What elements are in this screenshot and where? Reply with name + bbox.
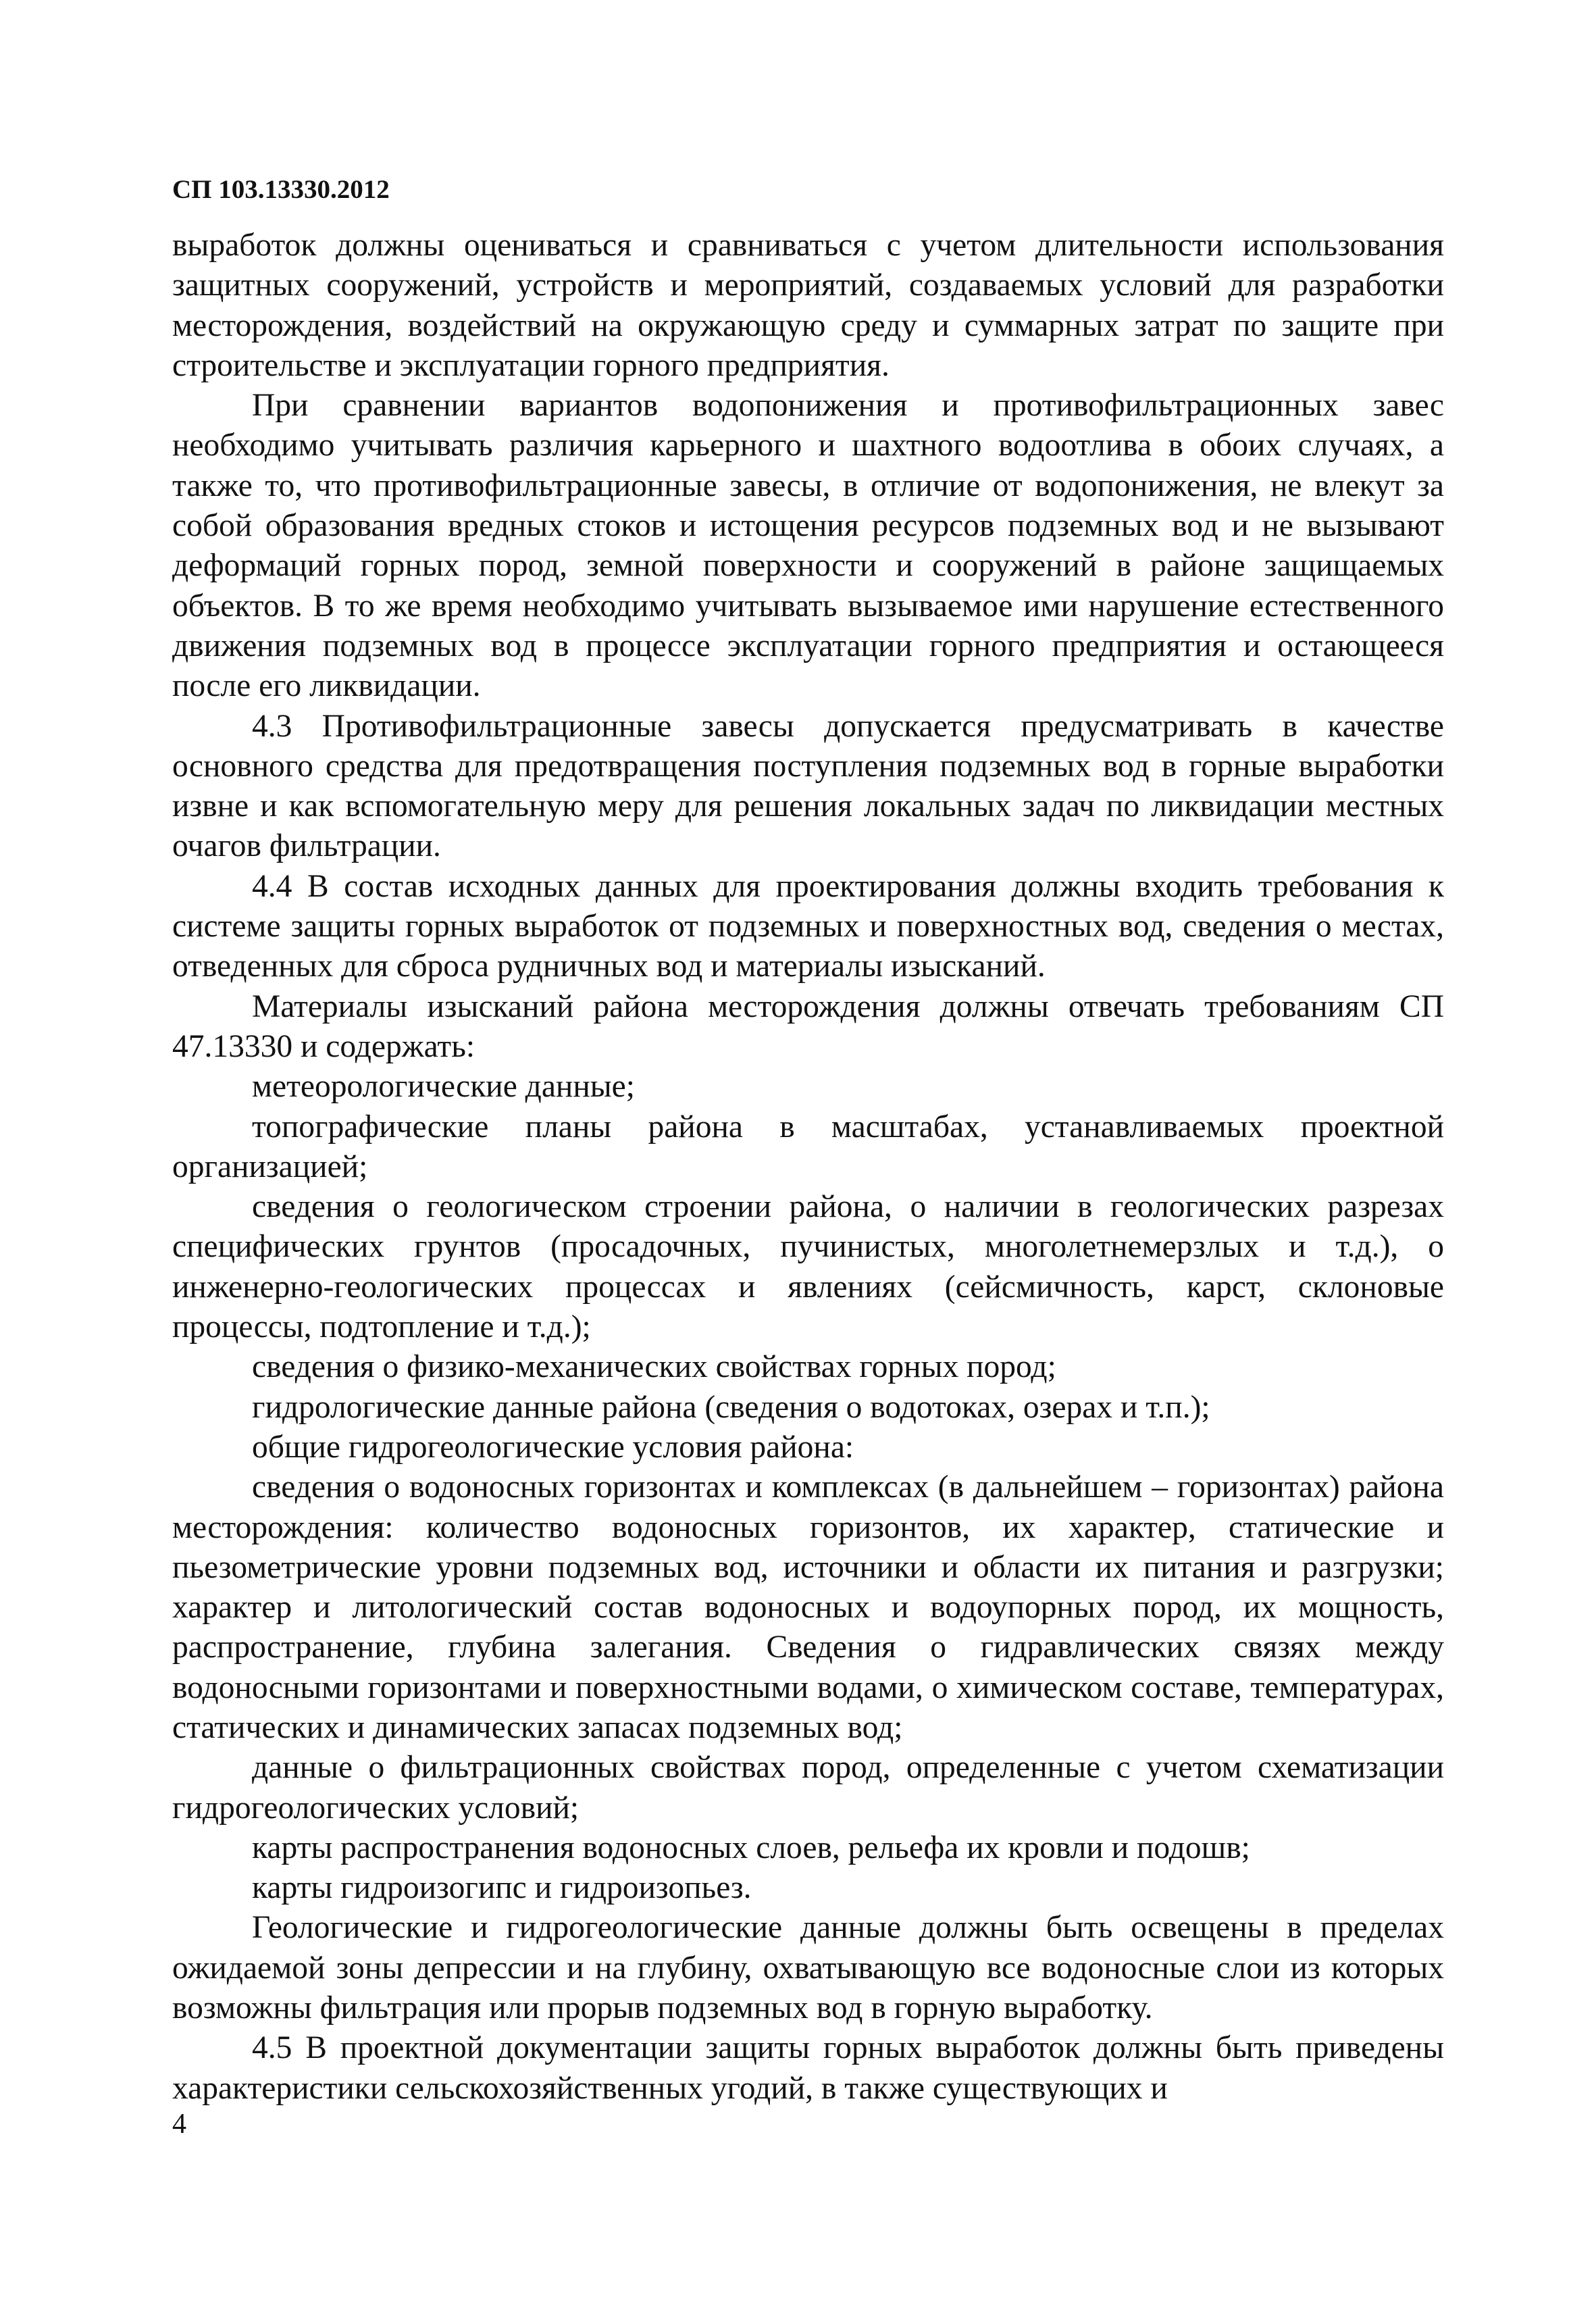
page-number: 4: [172, 2109, 186, 2140]
paragraph-survey-materials: Материалы изысканий района месторождения должны отвечать требованиям СП 47.13330 и содержать:: [172, 988, 1444, 1064]
paragraph-geological-coverage: Геологические и гидрогеологические данные должны быть освещены в пределах ожидаемой зоны депрессии и на глубину, охватывающую все водоносные слои из которых возможны фильтрация или прорыв подземных вод в горную выработку.: [172, 1910, 1444, 2026]
list-item-aquifers: сведения о водоносных горизонтах и комплексах (в дальнейшем – горизонтах) района месторождения: количество водоносных горизонтов, их характер, статические и пьезометрические уровни подземных вод, источники и области их питания и разгрузки; характер и литологический состав водоносных и водоупорных пород, их мощность, распространение, глубина залегания. Сведения о гидравлических связях между водоносными горизонтами и поверхностными водами, о химическом составе, температурах, статических и динамических запасах подземных вод;: [172, 1469, 1444, 1745]
body-text: [172, 226, 1444, 2109]
list-item-hydrological: гидрологические данные района (сведения о водотоках, озерах и т.п.);: [252, 1389, 1210, 1425]
paragraph-4-4: 4.4 В состав исходных данных для проектирования должны входить требования к системе защиты горных выработок от подземных и поверхностных вод, сведения о местах, отведенных для сброса рудничных вод и материалы изысканий.: [172, 868, 1444, 984]
list-item-hydrogeological-general: общие гидрогеологические условия района:: [252, 1429, 854, 1465]
paragraph-4-5: 4.5 В проектной документации защиты горных выработок должны быть приведены характеристики сельскохозяйственных угодий, в также существующих и: [172, 2030, 1444, 2106]
paragraph-1: выработок должны оцениваться и сравниваться с учетом длительности использования защитных сооружений, устройств и мероприятий, создаваемых условий для разработки месторождения, воздействий на окружающую среду и суммарных затрат по защите при строительстве и эксплуатации горного предприятия.: [172, 228, 1444, 383]
list-item-hydroisohypse-maps: карты гидроизогипс и гидроизопьез.: [252, 1870, 752, 1906]
list-item-geological: сведения о геологическом строении района, о наличии в геологических разрезах специфических грунтов (просадочных, пучинистых, многолетнемерзлых и т.д.), о инженерно-геологических процессах и явлениях (сейсмичность, карст, склоновые процессы, подтопление и т.д.);: [172, 1189, 1444, 1345]
document-code-header: СП 103.13330.2012: [172, 175, 390, 204]
paragraph-4-3: 4.3 Противофильтрационные завесы допускается предусматривать в качестве основного средства для предотвращения поступления подземных вод в горные выработки извне и как вспомогательную меру для решения локальных задач по ликвидации местных очагов фильтрации.: [172, 708, 1444, 864]
list-item-topographic: топографические планы района в масштабах, устанавливаемых проектной организацией;: [172, 1109, 1444, 1184]
list-item-filtration: данные о фильтрационных свойствах пород, определенные с учетом схематизации гидрогеологических условий;: [172, 1750, 1444, 1826]
list-item-physical-mechanical: сведения о физико-механических свойствах горных пород;: [252, 1349, 1056, 1385]
paragraph-2: При сравнении вариантов водопонижения и противофильтрационных завес необходимо учитывать различия карьерного и шахтного водоотлива в обоих случаях, а также то, что противофильтрационные завесы, в отличие от водопонижения, не влекут за собой образования вредных стоков и истощения ресурсов подземных вод и не вызывают деформаций горных пород, земной поверхности и сооружений в районе защищаемых объектов. В то же время необходимо учитывать вызываемое ими нарушение естественного движения подземных вод в процессе эксплуатации горного предприятия и остающееся после его ликвидации.: [172, 388, 1444, 704]
list-item-meteorological: метеорологические данные;: [252, 1069, 635, 1105]
list-item-aquifer-maps: карты распространения водоносных слоев, рельефа их кровли и подошв;: [252, 1830, 1250, 1865]
